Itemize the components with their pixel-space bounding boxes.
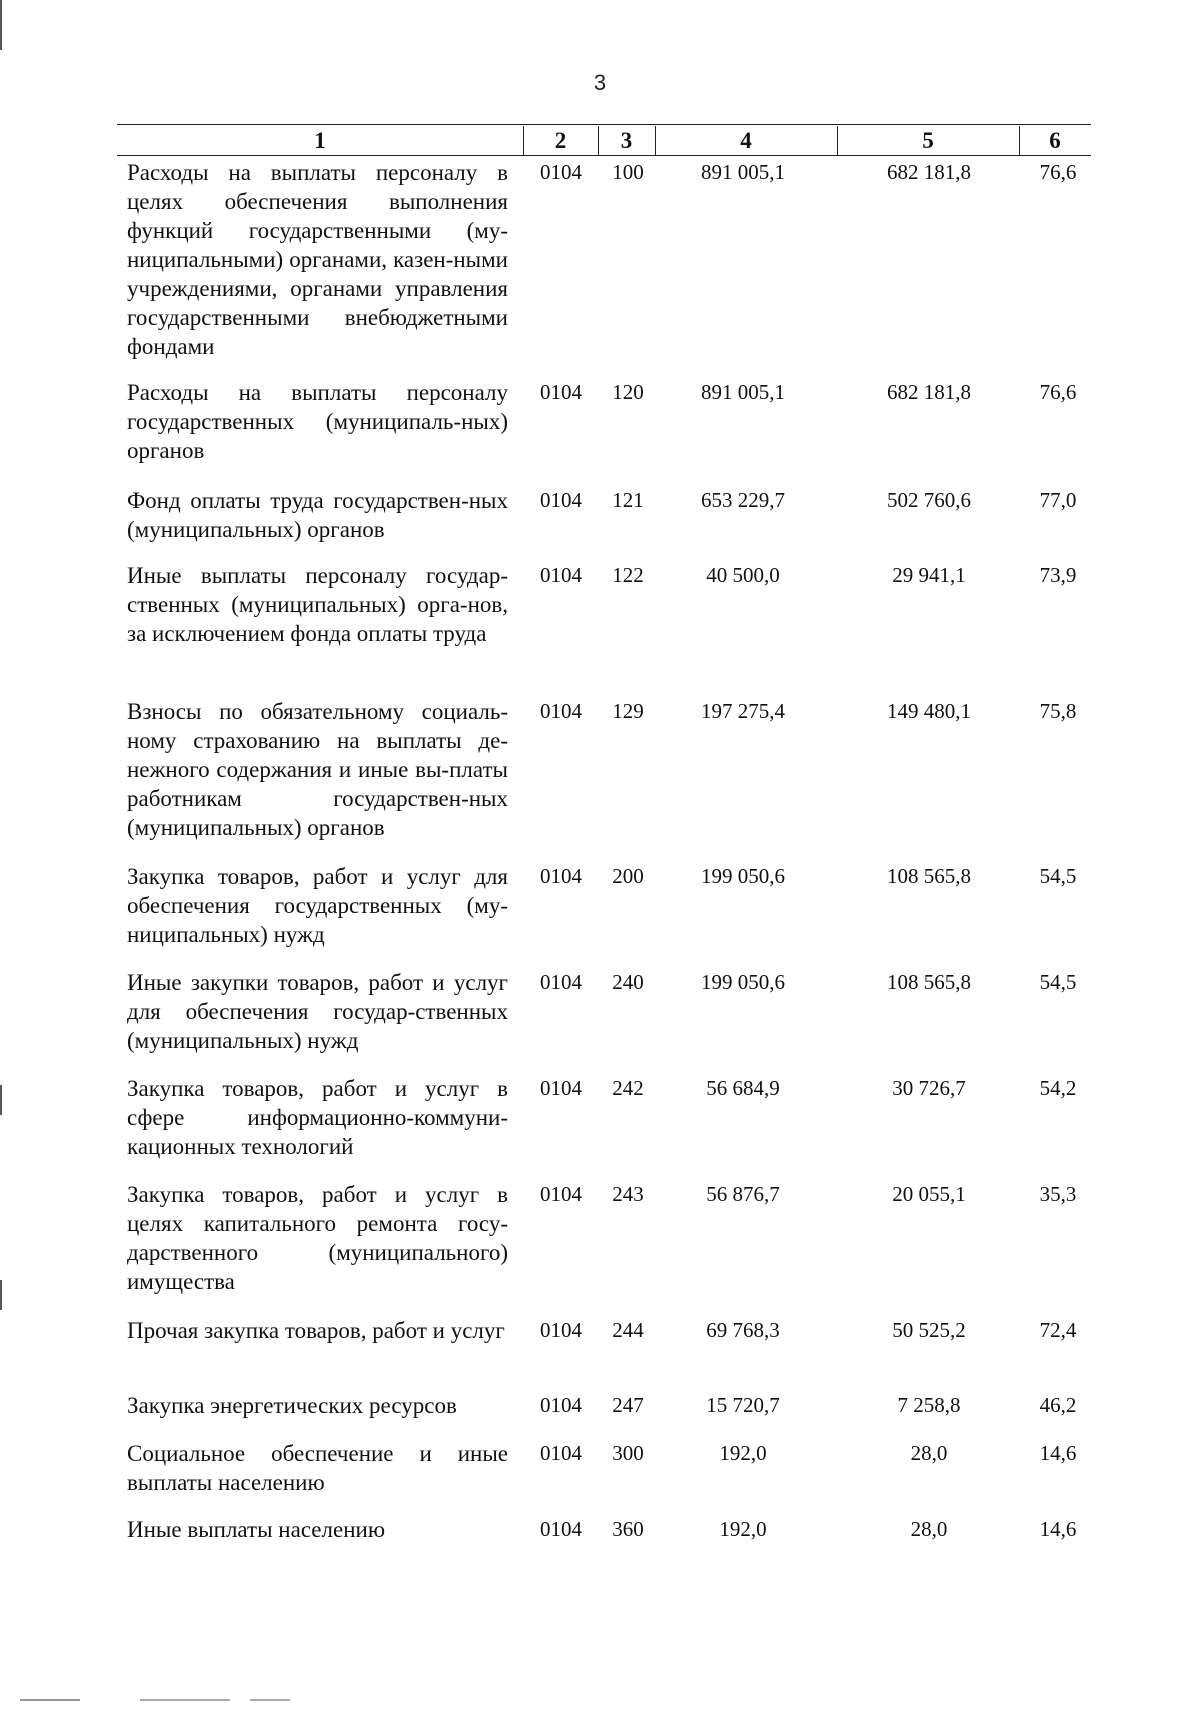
- table-top-border: [117, 124, 1091, 125]
- header-cell-5: 5: [837, 126, 1019, 156]
- row-percent: 35,3: [1039, 1182, 1077, 1206]
- row-plan-value: 197 275,4: [701, 699, 785, 723]
- row-plan-value: 15 720,7: [706, 1393, 780, 1417]
- row-plan-value: 653 229,7: [701, 488, 785, 512]
- row-percent: 54,5: [1039, 864, 1077, 888]
- row-section-code: 0104: [540, 970, 582, 994]
- row-percent: 76,6: [1039, 160, 1077, 184]
- scan-edge-mark: [0, 0, 2, 50]
- row-expense-type: 200: [612, 864, 644, 888]
- header-divider: [1019, 126, 1020, 156]
- row-expense-type: 121: [612, 488, 644, 512]
- row-name: Закупка товаров, работ и услуг для обеспечения государственных (му-ниципальных) нужд: [127, 864, 508, 947]
- row-section-code: 0104: [540, 1441, 582, 1465]
- row-expense-type: 244: [612, 1318, 644, 1342]
- row-section-code: 0104: [540, 864, 582, 888]
- row-section-code: 0104: [540, 488, 582, 512]
- row-name: Иные выплаты населению: [127, 1517, 385, 1542]
- row-actual-value: 28,0: [910, 1517, 948, 1541]
- row-name: Взносы по обязательному социаль-ному страхованию на выплаты де-нежного содержания и иные вы-платы работникам государствен-ных (муниципальных) органов: [127, 699, 508, 840]
- row-expense-type: 122: [612, 563, 644, 587]
- row-plan-value: 192,0: [719, 1517, 767, 1541]
- row-name: Расходы на выплаты персоналу государственных (муниципаль-ных) органов: [127, 380, 508, 463]
- row-actual-value: 502 760,6: [887, 488, 971, 512]
- header-divider: [598, 126, 599, 156]
- row-plan-value: 891 005,1: [701, 160, 785, 184]
- row-expense-type: 247: [612, 1393, 644, 1417]
- row-actual-value: 149 480,1: [887, 699, 971, 723]
- row-name: Закупка энергетических ресурсов: [127, 1393, 457, 1418]
- row-expense-type: 129: [612, 699, 644, 723]
- row-percent: 76,6: [1039, 380, 1077, 404]
- row-actual-value: 20 055,1: [892, 1182, 966, 1206]
- row-percent: 75,8: [1039, 699, 1077, 723]
- table-header-row: [117, 126, 1091, 156]
- row-actual-value: 682 181,8: [887, 160, 971, 184]
- row-expense-type: 360: [612, 1517, 644, 1541]
- row-expense-type: 243: [612, 1182, 644, 1206]
- row-percent: 54,2: [1039, 1076, 1077, 1100]
- row-section-code: 0104: [540, 1393, 582, 1417]
- row-plan-value: 56 876,7: [706, 1182, 780, 1206]
- row-plan-value: 192,0: [719, 1441, 767, 1465]
- row-plan-value: 199 050,6: [701, 864, 785, 888]
- row-expense-type: 240: [612, 970, 644, 994]
- header-cell-2: 2: [523, 126, 598, 156]
- header-cell-4: 4: [655, 126, 837, 156]
- scan-edge-mark: [0, 1280, 2, 1310]
- row-actual-value: 28,0: [910, 1441, 948, 1465]
- row-name: Иные выплаты персоналу государ-ственных (муниципальных) орга-нов, за исключением фонда оплаты труда: [127, 563, 508, 646]
- row-expense-type: 242: [612, 1076, 644, 1100]
- row-actual-value: 29 941,1: [892, 563, 966, 587]
- row-actual-value: 30 726,7: [892, 1076, 966, 1100]
- page-number: 3: [593, 70, 607, 95]
- row-section-code: 0104: [540, 563, 582, 587]
- row-name: Закупка товаров, работ и услуг в целях капитального ремонта госу-дарственного (муниципального) имущества: [127, 1182, 508, 1294]
- row-section-code: 0104: [540, 1076, 582, 1100]
- row-section-code: 0104: [540, 380, 582, 404]
- row-percent: 14,6: [1039, 1441, 1077, 1465]
- row-percent: 72,4: [1039, 1318, 1077, 1342]
- row-percent: 73,9: [1039, 563, 1077, 587]
- row-name: Иные закупки товаров, работ и услуг для обеспечения государ-ственных (муниципальных) нужд: [127, 970, 508, 1053]
- row-percent: 46,2: [1039, 1393, 1077, 1417]
- row-expense-type: 120: [612, 380, 644, 404]
- row-percent: 77,0: [1039, 488, 1077, 512]
- row-name: Прочая закупка товаров, работ и услуг: [127, 1318, 505, 1343]
- header-divider: [523, 126, 524, 156]
- row-percent: 14,6: [1039, 1517, 1077, 1541]
- row-section-code: 0104: [540, 160, 582, 184]
- row-section-code: 0104: [540, 1318, 582, 1342]
- row-section-code: 0104: [540, 1517, 582, 1541]
- row-actual-value: 7 258,8: [897, 1393, 961, 1417]
- row-actual-value: 682 181,8: [887, 380, 971, 404]
- row-name: Фонд оплаты труда государствен-ных (муниципальных) органов: [127, 488, 508, 542]
- header-divider: [837, 126, 838, 156]
- row-plan-value: 56 684,9: [706, 1076, 780, 1100]
- row-plan-value: 199 050,6: [701, 970, 785, 994]
- row-expense-type: 100: [612, 160, 644, 184]
- scan-edge-mark: [0, 1085, 2, 1115]
- row-name: Социальное обеспечение и иные выплаты населению: [127, 1441, 508, 1495]
- row-name: Расходы на выплаты персоналу в целях обеспечения выполнения функций государственными (му-ниципальными) органами, казен-ными учреждениями, органами управления государственными внебюджетными фондами: [127, 160, 508, 359]
- header-divider: [655, 126, 656, 156]
- row-name: Закупка товаров, работ и услуг в сфере информационно-коммуни-кационных технологий: [127, 1076, 508, 1159]
- row-actual-value: 108 565,8: [887, 864, 971, 888]
- header-cell-6: 6: [1019, 126, 1091, 156]
- row-plan-value: 891 005,1: [701, 380, 785, 404]
- row-section-code: 0104: [540, 1182, 582, 1206]
- row-percent: 54,5: [1039, 970, 1077, 994]
- scan-bottom-artifacts: [0, 1698, 1200, 1702]
- row-section-code: 0104: [540, 699, 582, 723]
- row-expense-type: 300: [612, 1441, 644, 1465]
- row-actual-value: 108 565,8: [887, 970, 971, 994]
- row-actual-value: 50 525,2: [892, 1318, 966, 1342]
- row-plan-value: 69 768,3: [706, 1318, 780, 1342]
- header-cell-3: 3: [598, 126, 655, 156]
- header-cell-1: 1: [117, 126, 523, 156]
- row-plan-value: 40 500,0: [706, 563, 780, 587]
